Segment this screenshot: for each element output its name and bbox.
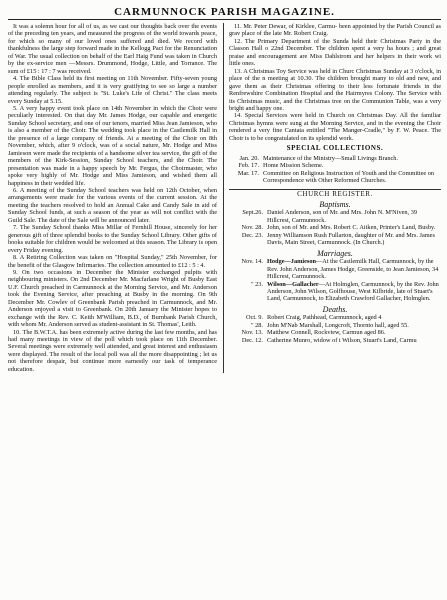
entry-date: Dec. 23. [241,231,264,239]
baptisms-heading: Baptisms. [319,199,351,209]
entry-text: Daniel Anderson, son of Mr. and Mrs. John N. M'Niven, 39 Hillcrest, Carmunnock. [267,209,417,224]
entry-text [267,281,441,303]
marriages-heading: Marriages. [317,248,353,258]
collection-text: Committee on Religious Instruction of Youth and the Committee on Correspondence with Other Reformed Churches. [263,169,435,185]
marriage-names: Hodge—Jamieson [267,258,316,266]
entry-text: John M'Nab Marshall, Longcroft, Thornto hall, aged 55. [267,321,409,329]
paragraph-bwta: 10. The B.W.T.A. has been extremely active during the last few months, and has had many meetings in view of the poll which took place on 11th December. Several meetings were extremely well attended, and great interest and enthusiasm were displayed. The result of the local poll was all the more disappointing ; let us not therefore despair, but continue more earnestly our task of temperance education. [8,328,218,373]
entry-date: Nov. 28. [241,224,264,232]
collection-item [229,170,441,185]
deaths-list [229,314,441,344]
collection-date: Jan. 20. [239,154,260,162]
paragraph-bible-class: 4. The Bible Class held its first meeting on 11th November. Fifty-seven young people enrolled as members, and it is very gratifying to see so large a number attending regularly. The subject is "St. Luke's Life of Christ." The class meets every Sunday at 5.15. [8,75,218,105]
entry-date: Nov. 14. [241,258,264,266]
masthead: CARMUNNOCK PARISH MAGAZINE. [114,6,335,18]
death-entry [229,322,441,329]
entry-date: " 28. [250,321,264,329]
paragraph-wedding: 5. A very happy event took place on 14th November in which the Choir were peculiarly interested. On that day Mr. James Hodge, our capable and energetic Sunday School secretary, and one of our tenors, married Miss Jean Jamieson, who is also a member of the Choir. The wedding took place in the Castlemilk Hall in the presence of a large company of friends. At a meeting of the Choir on 8th November, which, after 9 o'clock, was of a social nature, Mr. Hodge and Miss Jamieson were made the recipients of a handsome silver tea service, the gift of the members of the Kirk-Session, Sunday School teachers, and the Choir. The presentation was made in a happy speech by Mr. Fergus, the Choirmaster, who spoke very highly of Mr. Hodge and Miss Jamieson, and wished them all happiness in their wedded life. [8,104,218,187]
masthead-rule [8,19,441,20]
entry-text: Catherine Munro, widow of t Wilson, Stuart's Land, Carmu [267,336,417,344]
paragraph-grave-digger: 11. Mr. Peter Dewar, of Kirklee, Carmu- been appointed by the Parish Council as grav place of the late Mr. Robert Craig. [229,23,441,38]
paragraph-sunday-school-meeting: 6. A meeting of the Sunday School teachers was held on 12th October, when arrangements were made for the various events of the current session. At the meeting the teachers resolved to hold an Annual Cake and Candy Sale in aid of Sunday School funds, at such a season of the year as will not conflict with the Guild Sale. The date of the Sale will be announced later. [8,186,218,224]
death-entry [229,314,441,321]
special-collections-list [229,155,441,185]
entry-date: Dec. 12. [241,336,264,344]
paragraph-primary-party: 12. The Primary Department of the Sunda held their Christmas Party in the Classon Hall o 22nd December. The children spent a very ha hours ; and great praise and encouragement are Miss Dahlstrom and her helpers in their work wi little ones. [229,37,441,68]
collection-text: Maintenance of the Ministry—Small Livings Branch. [263,154,399,162]
entry-date: Nov. 13. [241,329,264,337]
marriage-entry [229,258,441,280]
paragraph-pulpit-exchange: 9. On two occasions in December the Minister exchanged pulpits with neighbouring ministers. On 2nd December Mr. Macfarlane Wright of Busby East U.F. Church preached in Carmunnock at the Morning Service, and Mr. Anderson took the Evening Service, after preaching at Busby in the morning. On 9th December Mr. Cowlev of Greenbank Parish preached in Carmunnock, and Mr. Anderson enjoyed a visit to Greenbank. On 20th January the Minister hopes to exchange with the Rev. C. Keith M'William, B.D., of Burnbank Parish Church, with whom Mr. Anderson served as student-assistant in St. Thomas', Leith. [8,268,218,329]
entry-date: " 23. [250,280,264,288]
marriage-details: —At Holmglen, Carmunnock, by the Rev. John Anderson, John Wilson, Golfhouse, West Kilbride, late of Stuart's Land, Carmunnock, to Elizabeth Crawford Gallacher, Holmglen. [267,280,439,303]
collection-item [229,155,441,162]
baptism-entry [229,232,441,247]
entry-text: John, son of Mr. and Mrs. Robert C. Aitken, Printer's Land, Busby. [267,224,436,232]
marriage-names: Wilson—Gallacher [267,280,319,288]
columns [8,23,441,373]
entry-text: Jenny Williamson Rush Fullarton, daughter of Mr. and Mrs. James Davis, Main Street, Carmunnock. (In Church.) [267,231,435,247]
entry-date: Oct. 9. [246,314,264,322]
death-entry [229,329,441,336]
collection-text: Home Mission Scheme. [263,162,324,170]
left-column [8,23,217,373]
deaths-heading: Deaths. [322,304,348,314]
church-register-title: CHURCH REGISTER. [229,189,441,198]
entry-text: Matthew Connell, Rockview, Carmun aged 86. [267,329,386,337]
death-entry [229,337,441,344]
paragraph-library-gift: 7. The Sunday School thanks Miss Millar of Fernhill House, sincerely for her generous gift of three splendid books to the Sunday School Library. Other gifts of books suitable for children would be welcomed at this season. The Library is open every Friday evening. [8,224,218,254]
baptisms-list [229,209,441,246]
marriages-list [229,258,441,303]
paragraph-christmas-services: 14. Special Services were held in Church on Christmas Day. All the familiar Christmas hymns were sung at the Morning Service, and in the evening the Choir rendered a very fine Cantata entitled "The Manger-Cradle," by F. W. Peace. The Choir is to be congratulated on its splendid work. [229,112,441,142]
paragraph-intro: It was a solemn hour for all of us, as we cast our thoughts back over the events of the preceding ten years, and measured the progress of the world towards peace, for which so many of our loved ones suffered and died. We record with thankfulness the large step forward made in the Kellogg Pact for the Renunciation of War. The usual collection on behalf of the Earl Haig Fund was taken in Church by the ex-service men —Messrs. Drummond, Hodge, Little, and Torrance. The sum of £15 : 17 : 7 was received. [8,23,218,75]
special-collections-title: SPECIAL COLLECTIONS. [286,144,384,153]
entry-date: Sept.26. [242,209,264,217]
paragraph-toy-service: 13. A Christmas Toy Service was held in Churc Christmas Sunday at 3 o'clock, in place of the n meeting at 10.30. The children brought many to old and new, and gave them as their Christmas offering to their less fortunate friends in the Renfrewshire Combination Hospital and the Hairmyres Colony. The Service with its Christmas music, and the Christmas tree on the Communion Table, was a very bright and happy one. [229,67,441,112]
marriage-entry [229,281,441,303]
collection-date: Mar. 17. [237,169,260,177]
collection-date: Feb. 17. [238,162,260,170]
baptism-entry [229,209,441,224]
marriage-details: —At the Castlemilk Hall, Carmunnock, by the Rev. John Anderson, James Hodge, Greenside, to Jean Jamieson, 34 Hillcrest, Carmunnock. [267,258,439,281]
entry-text [267,258,441,280]
collection-item [229,162,441,169]
baptism-entry [229,224,441,231]
paragraph-hospital-collection: 8. A Retiring Collection was taken on "Hospital Sunday," 25th November, for the benefit of the Glasgow Infirmaries. The collection amounted to £12 : 5 : 4. [8,254,218,269]
entry-text: Robert Craig, Pathhead, Carmunnock, aged 4 [267,314,382,322]
right-column [223,23,441,373]
